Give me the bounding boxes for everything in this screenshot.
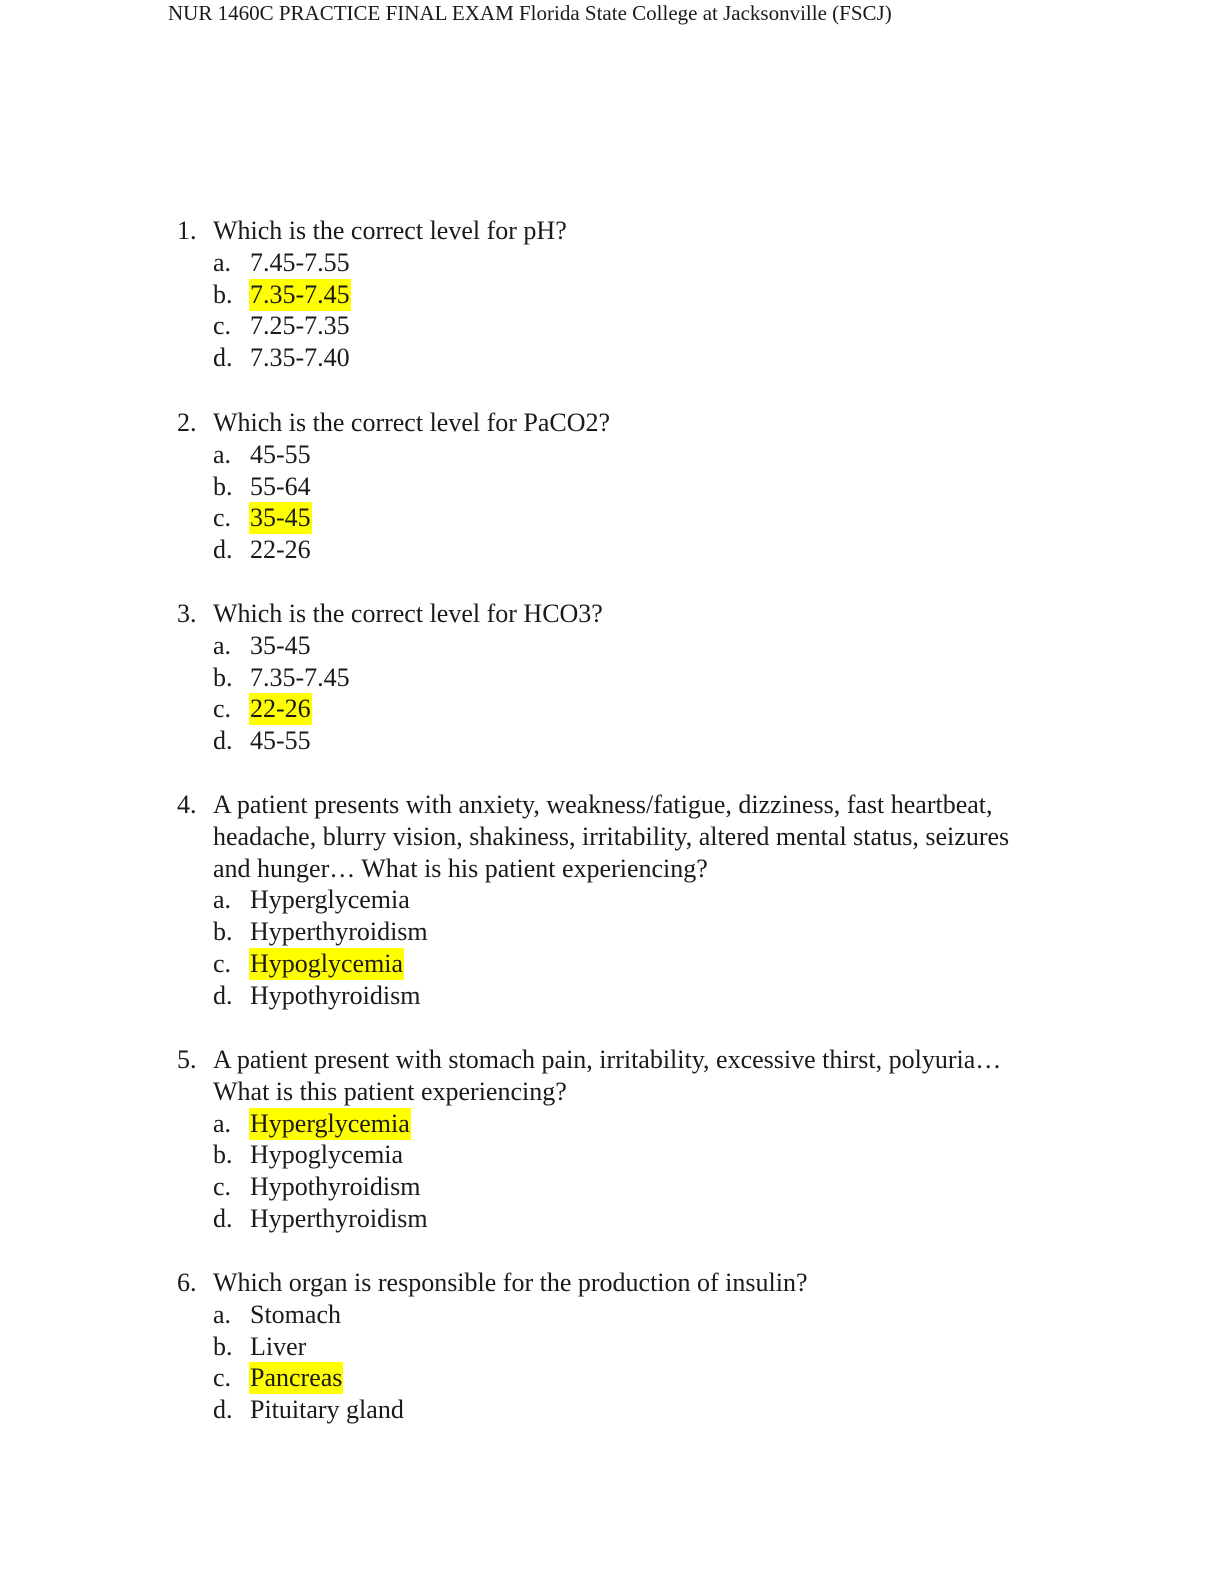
question-number: 3. [177, 599, 197, 628]
highlighted-answer-text: 35-45 [250, 503, 311, 533]
option-letter: c. [213, 694, 232, 724]
option-text: Liver [250, 1331, 307, 1361]
highlighted-answer-text: Hyperglycemia [250, 1108, 410, 1138]
question-number: 2. [177, 408, 197, 437]
option-letter: c. [213, 1172, 232, 1202]
option-letter: a. [213, 885, 232, 915]
option-letter: a. [213, 439, 232, 469]
option-text: 22-26 [250, 535, 311, 565]
option-text: 45-55 [250, 439, 311, 469]
question-number: 5. [177, 1045, 197, 1074]
question-text-line: A patient present with stomach pain, irritability, excessive thirst, polyuria… [213, 1045, 1002, 1074]
option-letter: b. [213, 1331, 233, 1361]
option-text: Pituitary gland [250, 1395, 404, 1425]
question-text [213, 598, 1093, 630]
option-text: Hypothyroidism [250, 1172, 421, 1202]
option-letter: b. [213, 471, 233, 501]
highlighted-answer-text: 22-26 [250, 694, 311, 724]
question-text-line: Which is the correct level for PaCO2? [213, 408, 611, 437]
option-text: 7.35-7.45 [250, 662, 350, 692]
option-text: 55-64 [250, 471, 311, 501]
option-text: Hypoglycemia [250, 1140, 404, 1170]
option-text: 7.35-7.40 [250, 343, 350, 373]
highlighted-answer-text: Pancreas [250, 1363, 343, 1393]
question-text-line: Which is the correct level for pH? [213, 216, 567, 245]
option-text: Hyperthyroidism [250, 917, 428, 947]
option-letter: b. [213, 279, 233, 309]
option-letter: a. [213, 1108, 232, 1138]
option-letter: a. [213, 630, 232, 660]
option-text: Hyperglycemia [250, 885, 410, 915]
question-text-line: Which organ is responsible for the production of insulin? [213, 1268, 808, 1297]
option-text: 7.25-7.35 [250, 311, 350, 341]
option-letter: c. [213, 949, 232, 978]
question-text-line: What is this patient experiencing? [213, 1076, 567, 1106]
option-letter: a. [213, 1299, 232, 1329]
question-text-line: Which is the correct level for HCO3? [213, 599, 603, 628]
highlighted-answer-text: 7.35-7.45 [250, 279, 350, 309]
option-text: Hyperthyroidism [250, 1204, 428, 1233]
option-text: 7.45-7.55 [250, 247, 350, 277]
question-text-line: and hunger… What is his patient experiencing? [213, 853, 708, 883]
option-text: Hypothyroidism [250, 980, 421, 1010]
option-letter: d. [213, 980, 233, 1010]
question-text [213, 1044, 1093, 1108]
option-letter: d. [213, 535, 233, 565]
question-text [213, 215, 1093, 247]
option-letter: b. [213, 662, 233, 692]
option-text: Stomach [250, 1299, 341, 1329]
question-text [213, 789, 1093, 884]
page-header: NUR 1460C PRACTICE FINAL EXAM Florida State College at Jacksonville (FSCJ) [168, 1, 892, 25]
question-text [213, 407, 1093, 439]
option-letter: c. [213, 503, 232, 533]
highlighted-answer-text: Hypoglycemia [250, 949, 404, 978]
question-number: 4. [177, 790, 197, 819]
question-text [213, 1267, 1093, 1299]
question-text-line: A patient presents with anxiety, weakness/fatigue, dizziness, fast heartbeat, [213, 790, 993, 819]
option-letter: a. [213, 247, 232, 277]
option-letter: c. [213, 311, 232, 341]
option-letter: d. [213, 726, 233, 756]
question-number: 6. [177, 1268, 197, 1297]
option-text: 35-45 [250, 630, 311, 660]
question-text-line: headache, blurry vision, shakiness, irritability, altered mental status, seizures [213, 821, 1010, 851]
option-letter: b. [213, 1140, 233, 1170]
option-letter: d. [213, 1395, 233, 1425]
question-number: 1. [177, 216, 197, 245]
option-letter: d. [213, 343, 233, 373]
option-letter: d. [213, 1204, 233, 1233]
option-text: 45-55 [250, 726, 311, 756]
option-letter: c. [213, 1363, 232, 1393]
option-letter: b. [213, 917, 233, 947]
